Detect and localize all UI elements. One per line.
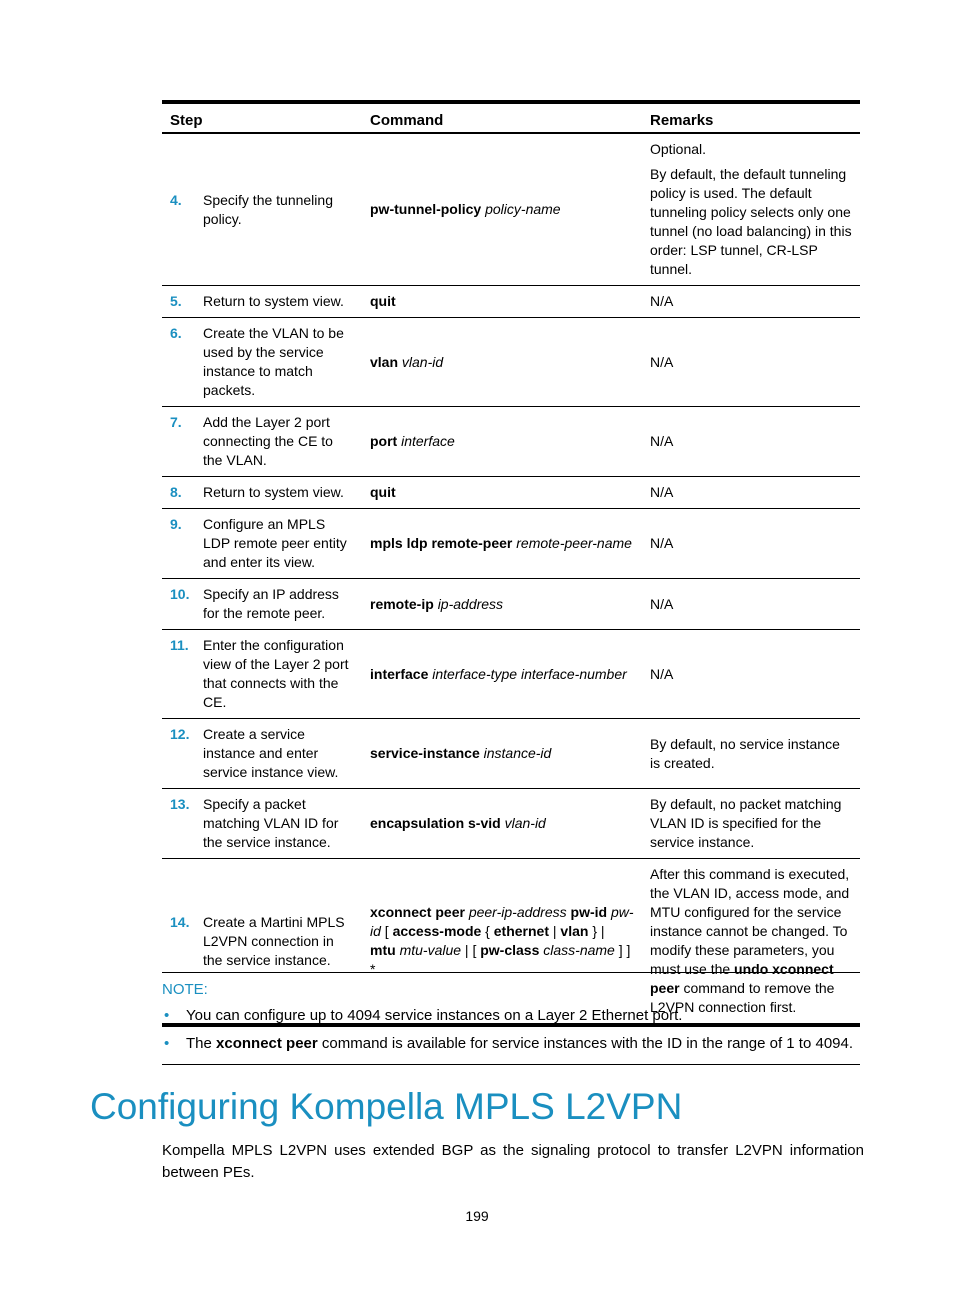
step-cell	[162, 318, 362, 407]
remarks-cell	[642, 579, 860, 630]
argument: mtu-value	[399, 942, 462, 958]
command-table-container	[162, 100, 860, 1027]
step-content	[170, 515, 354, 572]
header-remarks: Remarks	[642, 102, 860, 133]
text-run: After this command is executed, the VLAN ID, access mode, and MTU configured for the service instance cannot be changed. To modify these parameters, you must use the	[650, 866, 850, 977]
step-number: 9.	[170, 516, 182, 532]
argument: remote-peer-name	[516, 535, 632, 551]
step-description: Specify the tunneling policy.	[203, 191, 333, 227]
keyword: service-instance	[370, 745, 480, 761]
argument: interface	[401, 433, 455, 449]
step-cell	[162, 133, 362, 286]
text-run: {	[481, 923, 494, 939]
page-number: 199	[465, 1208, 489, 1224]
step-cell	[162, 789, 362, 859]
argument: vlan-id	[504, 815, 546, 831]
keyword: mpls ldp remote-peer	[370, 535, 513, 551]
step-cell	[162, 286, 362, 318]
remarks-cell	[642, 477, 860, 509]
step-description: Enter the configuration view of the Layer 2 port that connects with the CE.	[203, 637, 349, 710]
table-header-row	[162, 102, 860, 133]
remark-paragraph: N/A	[650, 535, 674, 551]
command-cell	[362, 579, 642, 630]
step-cell	[162, 719, 362, 789]
argument: vlan-id	[401, 353, 444, 370]
keyword: pw-id	[570, 904, 608, 920]
text-run: |	[549, 923, 561, 939]
step-number: 12.	[170, 726, 190, 742]
text-run: The	[186, 1035, 217, 1052]
step-content	[170, 413, 354, 470]
remarks-cell	[642, 789, 860, 859]
remarks-cell	[642, 318, 860, 407]
keyword: vlan	[370, 353, 399, 370]
table-row	[162, 318, 860, 407]
command-cell	[362, 407, 642, 477]
step-number: 7.	[170, 414, 182, 430]
step-cell	[162, 477, 362, 509]
table-row	[162, 133, 860, 286]
keyword: encapsulation s-vid	[370, 815, 501, 831]
remark-paragraph: N/A	[650, 293, 674, 309]
table-row	[162, 579, 860, 630]
table-row	[162, 286, 860, 318]
text-run: | [	[461, 942, 481, 958]
keyword: ethernet	[493, 923, 549, 939]
step-number: 14.	[170, 913, 190, 930]
keyword: xconnect peer	[216, 1035, 318, 1052]
table-row	[162, 719, 860, 789]
argument: policy-name	[485, 201, 561, 217]
remarks-cell	[642, 509, 860, 579]
argument: peer-ip-address	[468, 904, 567, 920]
keyword: port	[370, 433, 398, 449]
note-box	[162, 972, 860, 1065]
header-command: Command	[362, 102, 642, 133]
bullet-icon: •	[164, 1035, 170, 1052]
keyword: access-mode	[392, 923, 482, 939]
text-run: command is available for service instances with the ID in the range of 1 to 4094.	[317, 1035, 854, 1052]
keyword: vlan	[560, 923, 589, 939]
remark-paragraph: N/A	[650, 484, 674, 500]
step-description: Return to system view.	[203, 293, 344, 309]
remark-paragraph: By default, no packet matching VLAN ID is specified for the service instance.	[650, 796, 842, 850]
command-table	[162, 100, 860, 1027]
step-number: 5.	[170, 293, 182, 309]
step-description: Specify an IP address for the remote peer.	[203, 586, 339, 621]
step-content	[170, 292, 354, 311]
table-row	[162, 630, 860, 719]
step-cell	[162, 579, 362, 630]
text-run: command to remove the L2VPN connection first.	[650, 980, 835, 1015]
argument: interface-type interface-number	[432, 665, 627, 682]
note-item	[162, 1034, 860, 1053]
step-content	[170, 795, 354, 852]
table-row	[162, 407, 860, 477]
keyword: interface	[370, 665, 429, 682]
note-item	[162, 1006, 860, 1025]
step-description: Create a Martini MPLS L2VPN connection in the service instance.	[203, 913, 345, 968]
step-content	[170, 483, 354, 502]
bullet-icon: •	[164, 1007, 170, 1024]
step-content	[170, 725, 354, 782]
command-cell	[362, 477, 642, 509]
step-description: Add the Layer 2 port connecting the CE to the VLAN.	[203, 414, 333, 468]
table-row	[162, 477, 860, 509]
remarks-cell	[642, 630, 860, 719]
step-content	[170, 913, 354, 970]
remark-paragraph: Optional.	[650, 141, 707, 157]
section-intro: Kompella MPLS L2VPN uses extended BGP as the signaling protocol to transfer L2VPN information between PEs.	[162, 1142, 864, 1181]
table-row	[162, 509, 860, 579]
step-content	[170, 191, 354, 229]
remark-paragraph: By default, no service instance is created.	[650, 735, 840, 771]
section-heading: Configuring Kompella MPLS L2VPN	[90, 1086, 683, 1127]
step-number: 11.	[170, 637, 189, 653]
keyword: quit	[370, 484, 396, 500]
step-description: Specify a packet matching VLAN ID for the service instance.	[203, 796, 339, 850]
keyword: undo xconnect peer	[650, 961, 834, 996]
remark-paragraph: N/A	[650, 665, 674, 682]
step-number: 6.	[170, 325, 182, 341]
note-list	[162, 1006, 860, 1053]
step-cell	[162, 509, 362, 579]
command-cell	[362, 318, 642, 407]
command-cell	[362, 719, 642, 789]
text-run: [	[380, 923, 393, 939]
remark-paragraph: N/A	[650, 433, 674, 449]
step-content	[170, 636, 354, 712]
remarks-cell	[642, 719, 860, 789]
header-step: Step	[162, 102, 362, 133]
step-number: 13.	[170, 796, 190, 812]
step-description: Create the VLAN to be used by the service instance to match packets.	[203, 325, 344, 398]
step-description: Create a service instance and enter service instance view.	[203, 726, 339, 780]
command-cell	[362, 509, 642, 579]
command-cell	[362, 133, 642, 286]
step-description: Configure an MPLS LDP remote peer entity and enter its view.	[203, 516, 347, 570]
remarks-cell	[642, 407, 860, 477]
argument: ip-address	[437, 595, 504, 612]
remarks-cell	[642, 133, 860, 286]
keyword: quit	[370, 293, 396, 309]
keyword: mtu	[370, 942, 396, 958]
text-run: You can configure up to 4094 service instances on a Layer 2 Ethernet port.	[186, 1007, 683, 1024]
keyword: pw-tunnel-policy	[370, 201, 482, 217]
keyword: xconnect peer	[370, 904, 465, 920]
argument: pw-id	[370, 904, 634, 939]
argument: class-name	[543, 942, 615, 958]
remark-paragraph: N/A	[650, 595, 674, 612]
remarks-cell	[642, 286, 860, 318]
argument: instance-id	[483, 745, 552, 761]
step-number: 8.	[170, 484, 182, 500]
keyword: pw-class	[480, 942, 540, 958]
text-run: ] ] *	[370, 942, 631, 977]
keyword: remote-ip	[370, 595, 434, 612]
command-cell	[362, 286, 642, 318]
remark-paragraph: N/A	[650, 353, 674, 370]
step-cell	[162, 630, 362, 719]
step-content	[170, 585, 354, 623]
table-body	[162, 133, 860, 1025]
table-row	[162, 789, 860, 859]
step-cell	[162, 407, 362, 477]
step-number: 10.	[170, 586, 190, 602]
step-number: 4.	[170, 191, 182, 208]
remark-paragraph: By default, the default tunneling policy is used. The default tunneling policy selects only one tunnel (no load balancing) in this order: LSP tunnel, CR-LSP tunnel.	[650, 166, 852, 277]
step-content	[170, 324, 354, 400]
step-description: Return to system view.	[203, 484, 344, 500]
command-cell	[362, 789, 642, 859]
text-run: } |	[588, 923, 605, 939]
command-cell	[362, 630, 642, 719]
note-label: NOTE:	[162, 981, 208, 998]
